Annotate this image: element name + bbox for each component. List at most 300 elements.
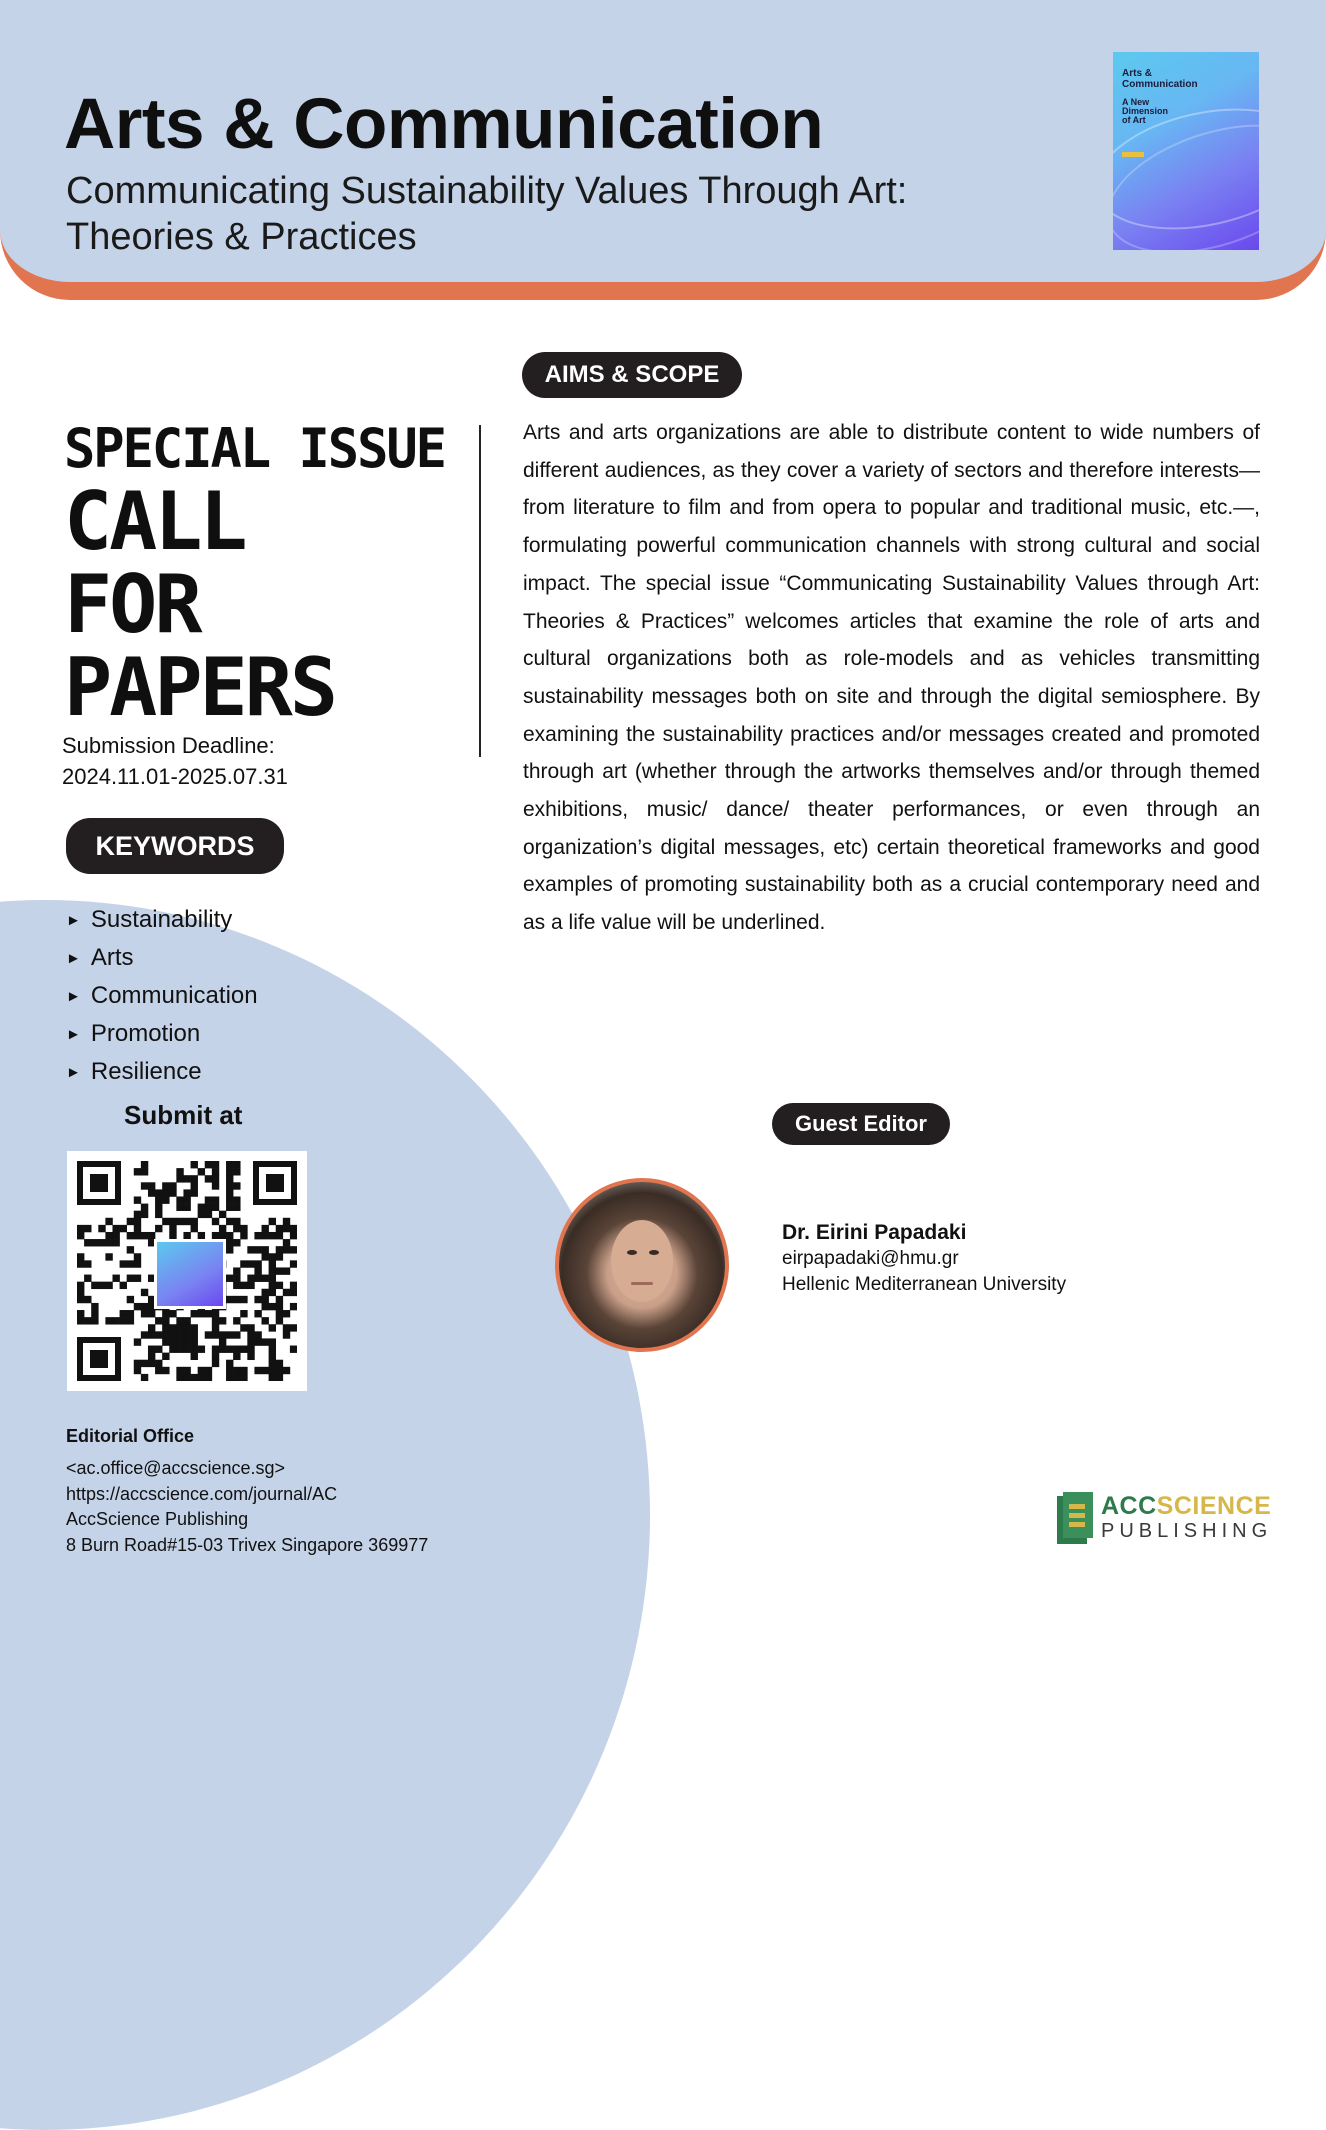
- guest-editor-email[interactable]: eirpapadaki@hmu.gr: [782, 1248, 959, 1269]
- keyword-item: [66, 978, 258, 1016]
- qr-module: [148, 1310, 155, 1317]
- qr-module: [212, 1196, 219, 1203]
- qr-module: [127, 1296, 134, 1303]
- keywords-list: [66, 902, 258, 1092]
- editorial-email[interactable]: <ac.office@accscience.sg>: [66, 1458, 286, 1478]
- cover-title-line: Communication: [1122, 79, 1198, 90]
- qr-module: [155, 1346, 162, 1353]
- cover-title-line: Arts &: [1122, 68, 1153, 79]
- issue-title: [66, 168, 1066, 260]
- logo-wordmark: [1101, 1492, 1271, 1521]
- qr-module: [219, 1346, 226, 1353]
- qr-module: [141, 1204, 148, 1211]
- qr-module: [233, 1282, 240, 1289]
- qr-module: [262, 1338, 269, 1345]
- qr-module: [77, 1317, 84, 1324]
- keyword-label: Arts: [90, 944, 134, 971]
- qr-module: [162, 1218, 169, 1225]
- qr-module: [226, 1246, 233, 1253]
- qr-module: [283, 1289, 290, 1296]
- qr-module: [105, 1239, 112, 1246]
- qr-module: [105, 1232, 112, 1239]
- qr-module: [226, 1239, 233, 1246]
- qr-module: [262, 1296, 269, 1303]
- qr-module: [169, 1225, 176, 1232]
- qr-module: [183, 1317, 190, 1324]
- qr-module: [183, 1374, 190, 1381]
- qr-module: [105, 1282, 112, 1289]
- publisher-address: 8 Burn Road#15-03 Trivex Singapore 369977: [66, 1534, 429, 1555]
- qr-module: [247, 1331, 254, 1338]
- qr-module: [233, 1218, 240, 1225]
- qr-module: [155, 1189, 162, 1196]
- editorial-office-heading: Editorial Office: [66, 1426, 195, 1446]
- publisher-name: AccScience Publishing: [66, 1509, 249, 1529]
- qr-module: [283, 1324, 290, 1331]
- bullet-triangle-icon: ►: [66, 1026, 81, 1043]
- keyword-label: Resilience: [90, 1058, 202, 1085]
- qr-module: [226, 1367, 233, 1374]
- qr-module: [155, 1317, 162, 1324]
- qr-module: [183, 1196, 190, 1203]
- qr-module: [176, 1218, 183, 1225]
- qr-module: [155, 1331, 162, 1338]
- qr-module: [276, 1303, 283, 1310]
- qr-module: [226, 1218, 233, 1225]
- qr-module: [191, 1331, 198, 1338]
- qr-module: [226, 1196, 233, 1203]
- qr-module: [269, 1289, 276, 1296]
- qr-module: [240, 1225, 247, 1232]
- qr-module: [290, 1232, 297, 1239]
- qr-module: [112, 1232, 119, 1239]
- qr-module: [169, 1324, 176, 1331]
- keyword-label: Communication: [90, 982, 258, 1009]
- qr-module: [276, 1267, 283, 1274]
- qr-module: [276, 1246, 283, 1253]
- qr-module: [254, 1232, 261, 1239]
- qr-module: [269, 1303, 276, 1310]
- qr-module: [169, 1338, 176, 1345]
- guest-editor-photo: [555, 1178, 729, 1352]
- qr-module: [276, 1317, 283, 1324]
- qr-module: [276, 1367, 283, 1374]
- qr-module: [91, 1239, 98, 1246]
- portrait-eye: [627, 1250, 637, 1255]
- qr-module: [283, 1310, 290, 1317]
- call-for-papers-heading: [64, 475, 335, 734]
- qr-module: [226, 1346, 233, 1353]
- qr-module: [240, 1296, 247, 1303]
- qr-module: [254, 1267, 261, 1274]
- call-line: FOR: [64, 558, 200, 651]
- keyword-item: [66, 1054, 258, 1092]
- qr-module: [198, 1204, 205, 1211]
- qr-module: [276, 1310, 283, 1317]
- qr-module: [162, 1324, 169, 1331]
- editorial-office: [66, 1422, 428, 1558]
- bullet-triangle-icon: ►: [66, 988, 81, 1005]
- qr-module: [134, 1225, 141, 1232]
- qr-module: [269, 1267, 276, 1274]
- qr-module: [283, 1331, 290, 1338]
- submission-deadline: [62, 730, 288, 792]
- qr-module: [191, 1338, 198, 1345]
- qr-module: [233, 1367, 240, 1374]
- vertical-divider: [479, 425, 481, 757]
- qr-module: [219, 1331, 226, 1338]
- qr-module: [198, 1367, 205, 1374]
- qr-module: [276, 1253, 283, 1260]
- qr-module: [269, 1346, 276, 1353]
- qr-module: [198, 1168, 205, 1175]
- qr-module: [169, 1189, 176, 1196]
- qr-module: [290, 1303, 297, 1310]
- cover-title: [1122, 68, 1252, 90]
- qr-module: [283, 1246, 290, 1253]
- qr-module: [262, 1303, 269, 1310]
- qr-module: [176, 1346, 183, 1353]
- qr-module: [290, 1260, 297, 1267]
- qr-module: [233, 1317, 240, 1324]
- qr-module: [233, 1374, 240, 1381]
- qr-module: [226, 1374, 233, 1381]
- qr-module: [254, 1246, 261, 1253]
- qr-module: [269, 1353, 276, 1360]
- qr-module: [247, 1282, 254, 1289]
- qr-module: [205, 1211, 212, 1218]
- qr-module: [183, 1218, 190, 1225]
- qr-module: [262, 1275, 269, 1282]
- qr-module: [205, 1331, 212, 1338]
- qr-module: [233, 1331, 240, 1338]
- qr-module: [183, 1189, 190, 1196]
- qr-module: [183, 1331, 190, 1338]
- qr-module: [290, 1346, 297, 1353]
- qr-module: [84, 1317, 91, 1324]
- qr-module: [233, 1267, 240, 1274]
- qr-module: [212, 1324, 219, 1331]
- qr-module: [233, 1239, 240, 1246]
- qr-module: [269, 1374, 276, 1381]
- qr-module: [134, 1303, 141, 1310]
- qr-module: [219, 1225, 226, 1232]
- issue-title-line-2: Theories & Practices: [66, 216, 417, 258]
- qr-module: [233, 1182, 240, 1189]
- qr-module: [269, 1218, 276, 1225]
- qr-module: [169, 1310, 176, 1317]
- qr-module: [176, 1317, 183, 1324]
- qr-module: [127, 1275, 134, 1282]
- qr-module: [290, 1225, 297, 1232]
- qr-module: [141, 1303, 148, 1310]
- qr-module: [226, 1360, 233, 1367]
- qr-module: [283, 1239, 290, 1246]
- deadline-label: Submission Deadline:: [62, 733, 275, 758]
- qr-module: [176, 1168, 183, 1175]
- qr-module: [191, 1324, 198, 1331]
- qr-module: [212, 1182, 219, 1189]
- qr-module: [219, 1338, 226, 1345]
- qr-module: [127, 1232, 134, 1239]
- qr-module: [141, 1211, 148, 1218]
- qr-module: [91, 1282, 98, 1289]
- qr-module: [141, 1374, 148, 1381]
- qr-module: [191, 1353, 198, 1360]
- qr-module: [212, 1346, 219, 1353]
- cover-subtitle: [1122, 98, 1202, 125]
- qr-module: [262, 1289, 269, 1296]
- qr-module: [141, 1168, 148, 1175]
- qr-module: [212, 1218, 219, 1225]
- qr-module: [134, 1218, 141, 1225]
- qr-module: [148, 1353, 155, 1360]
- qr-module: [134, 1168, 141, 1175]
- qr-module: [134, 1232, 141, 1239]
- qr-module: [212, 1310, 219, 1317]
- qr-module: [77, 1232, 84, 1239]
- qr-module: [112, 1275, 119, 1282]
- qr-module: [176, 1196, 183, 1203]
- qr-module: [262, 1225, 269, 1232]
- qr-module: [233, 1168, 240, 1175]
- qr-module: [240, 1346, 247, 1353]
- qr-module: [205, 1196, 212, 1203]
- qr-module: [290, 1324, 297, 1331]
- qr-module: [148, 1360, 155, 1367]
- qr-module: [155, 1225, 162, 1232]
- qr-module: [134, 1367, 141, 1374]
- qr-module: [127, 1218, 134, 1225]
- qr-module: [176, 1324, 183, 1331]
- qr-module: [141, 1161, 148, 1168]
- cover-subtitle-line: Dimension: [1122, 106, 1169, 116]
- qr-module: [84, 1260, 91, 1267]
- qr-module: [212, 1317, 219, 1324]
- qr-module: [226, 1331, 233, 1338]
- qr-module: [205, 1204, 212, 1211]
- qr-module: [205, 1374, 212, 1381]
- qr-module: [155, 1196, 162, 1203]
- issue-title-line-1: Communicating Sustainability Values Through Art:: [66, 170, 908, 212]
- qr-module: [77, 1253, 84, 1260]
- qr-module: [254, 1296, 261, 1303]
- qr-module: [91, 1303, 98, 1310]
- qr-module: [162, 1367, 169, 1374]
- qr-module: [262, 1246, 269, 1253]
- qr-module: [148, 1182, 155, 1189]
- bullet-triangle-icon: ►: [66, 950, 81, 967]
- qr-module: [226, 1189, 233, 1196]
- qr-module: [226, 1232, 233, 1239]
- qr-module: [205, 1161, 212, 1168]
- qr-module: [276, 1225, 283, 1232]
- qr-module: [247, 1346, 254, 1353]
- qr-module: [77, 1282, 84, 1289]
- qr-module: [191, 1175, 198, 1182]
- guest-editor-institution: Hellenic Mediterranean University: [782, 1274, 1067, 1295]
- qr-module: [176, 1367, 183, 1374]
- qr-module: [141, 1289, 148, 1296]
- bullet-triangle-icon: ►: [66, 1064, 81, 1081]
- qr-module: [247, 1338, 254, 1345]
- qr-module: [183, 1175, 190, 1182]
- qr-module: [198, 1346, 205, 1353]
- qr-module: [283, 1367, 290, 1374]
- qr-module: [191, 1346, 198, 1353]
- book-logo-icon: [1055, 1490, 1095, 1546]
- qr-module: [134, 1253, 141, 1260]
- qr-module: [176, 1331, 183, 1338]
- qr-module: [134, 1260, 141, 1267]
- qr-module: [169, 1331, 176, 1338]
- qr-module: [191, 1218, 198, 1225]
- editorial-url[interactable]: https://accscience.com/journal/AC: [66, 1483, 338, 1504]
- qr-module: [269, 1232, 276, 1239]
- qr-module: [262, 1253, 269, 1260]
- qr-module: [269, 1253, 276, 1260]
- qr-module: [262, 1232, 269, 1239]
- qr-module: [77, 1225, 84, 1232]
- qr-module: [112, 1317, 119, 1324]
- portrait-mouth: [631, 1282, 653, 1285]
- qr-module: [84, 1275, 91, 1282]
- qr-module: [191, 1225, 198, 1232]
- qr-module: [169, 1346, 176, 1353]
- qr-module: [233, 1275, 240, 1282]
- qr-module: [141, 1360, 148, 1367]
- qr-module: [112, 1225, 119, 1232]
- qr-module: [127, 1310, 134, 1317]
- qr-module: [212, 1175, 219, 1182]
- qr-module: [226, 1161, 233, 1168]
- portrait-eye: [649, 1250, 659, 1255]
- cover-subtitle-line: A New: [1122, 97, 1150, 107]
- qr-module: [262, 1317, 269, 1324]
- qr-module: [120, 1260, 127, 1267]
- qr-module: [276, 1360, 283, 1367]
- qr-module: [141, 1310, 148, 1317]
- qr-module: [191, 1374, 198, 1381]
- qr-module: [212, 1360, 219, 1367]
- qr-module: [127, 1260, 134, 1267]
- qr-module: [176, 1175, 183, 1182]
- qr-module: [205, 1367, 212, 1374]
- qr-module: [155, 1360, 162, 1367]
- qr-module: [120, 1282, 127, 1289]
- cover-subtitle-line: of Art: [1122, 115, 1146, 125]
- qr-module: [233, 1161, 240, 1168]
- qr-module: [226, 1204, 233, 1211]
- qr-module: [240, 1367, 247, 1374]
- qr-module: [134, 1275, 141, 1282]
- qr-module: [247, 1353, 254, 1360]
- portrait-face: [611, 1220, 673, 1302]
- qr-module: [233, 1346, 240, 1353]
- qr-module: [162, 1353, 169, 1360]
- qr-module: [134, 1360, 141, 1367]
- cover-publisher-mark: [1122, 152, 1144, 157]
- qr-module: [77, 1260, 84, 1267]
- qr-module: [148, 1324, 155, 1331]
- bullet-triangle-icon: ►: [66, 912, 81, 929]
- qr-module: [226, 1275, 233, 1282]
- qr-module: [155, 1204, 162, 1211]
- aims-scope-text: Arts and arts organizations are able to distribute content to wide numbers of different audiences, as they cover a variety of sectors and therefore interests—from literature to film and from opera to popular and traditional music, etc.—, formulating powerful communication channels with strong cultural and social impact. The special issue “Communicating Sustainability Values through Art: Theories & Practices” welcomes articles that examine the role of arts and cultural organizations both as role-models and as vehicles transmitting sustainability messages both on site and through the digital semiosphere. By examining the sustainability practices and/or messages created and promoted through art (whether through the artworks themselves and/or through themed exhibitions, music/ dance/ theater performances, or even through an organization’s digital messages, etc) certain theoretical frameworks and good examples of promoting sustainability both as a crucial contemporary need and as a life value will be underlined.: [523, 421, 1260, 935]
- qr-module: [247, 1275, 254, 1282]
- keyword-item: [66, 902, 258, 940]
- qr-module: [162, 1338, 169, 1345]
- qr-module: [134, 1211, 141, 1218]
- qr-module: [290, 1282, 297, 1289]
- qr-module: [183, 1324, 190, 1331]
- qr-module: [183, 1346, 190, 1353]
- qr-module: [198, 1310, 205, 1317]
- qr-module: [240, 1374, 247, 1381]
- header-banner: [0, 0, 1326, 300]
- qr-module: [247, 1324, 254, 1331]
- qr-module: [98, 1282, 105, 1289]
- special-issue-label: SPECIAL ISSUE: [64, 417, 445, 481]
- qr-module: [148, 1331, 155, 1338]
- qr-module: [120, 1225, 127, 1232]
- qr-module: [191, 1182, 198, 1189]
- qr-module: [290, 1246, 297, 1253]
- qr-module: [269, 1275, 276, 1282]
- qr-module: [155, 1367, 162, 1374]
- qr-module: [290, 1289, 297, 1296]
- qr-module: [212, 1353, 219, 1360]
- accscience-publishing-logo: [1055, 1490, 1273, 1546]
- qr-module: [162, 1196, 169, 1203]
- qr-module: [233, 1296, 240, 1303]
- qr-module: [240, 1260, 247, 1267]
- call-line: CALL: [64, 475, 245, 568]
- qr-module: [254, 1275, 261, 1282]
- qr-module: [105, 1317, 112, 1324]
- logo-publishing-text: PUBLISHING: [1101, 1520, 1273, 1542]
- qr-module: [269, 1360, 276, 1367]
- submit-at-label: Submit at: [124, 1100, 243, 1130]
- qr-module: [226, 1175, 233, 1182]
- qr-module: [141, 1232, 148, 1239]
- qr-module: [148, 1189, 155, 1196]
- qr-module: [240, 1310, 247, 1317]
- qr-module: [176, 1374, 183, 1381]
- qr-module: [240, 1282, 247, 1289]
- keyword-item: [66, 940, 258, 978]
- guest-editor-heading: Guest Editor: [772, 1103, 950, 1145]
- qr-module: [226, 1296, 233, 1303]
- qr-module: [219, 1211, 226, 1218]
- qr-module: [276, 1296, 283, 1303]
- qr-module: [148, 1346, 155, 1353]
- keyword-item: [66, 1016, 258, 1054]
- qr-module: [198, 1211, 205, 1218]
- qr-module: [269, 1282, 276, 1289]
- qr-module: [269, 1338, 276, 1345]
- qr-module: [233, 1353, 240, 1360]
- qr-module: [233, 1196, 240, 1203]
- qr-module: [98, 1225, 105, 1232]
- qr-module: [134, 1196, 141, 1203]
- qr-module: [205, 1310, 212, 1317]
- qr-module: [233, 1225, 240, 1232]
- qr-module: [112, 1239, 119, 1246]
- qr-module: [198, 1374, 205, 1381]
- submission-qr-code[interactable]: [67, 1151, 307, 1391]
- keyword-label: Promotion: [90, 1020, 201, 1047]
